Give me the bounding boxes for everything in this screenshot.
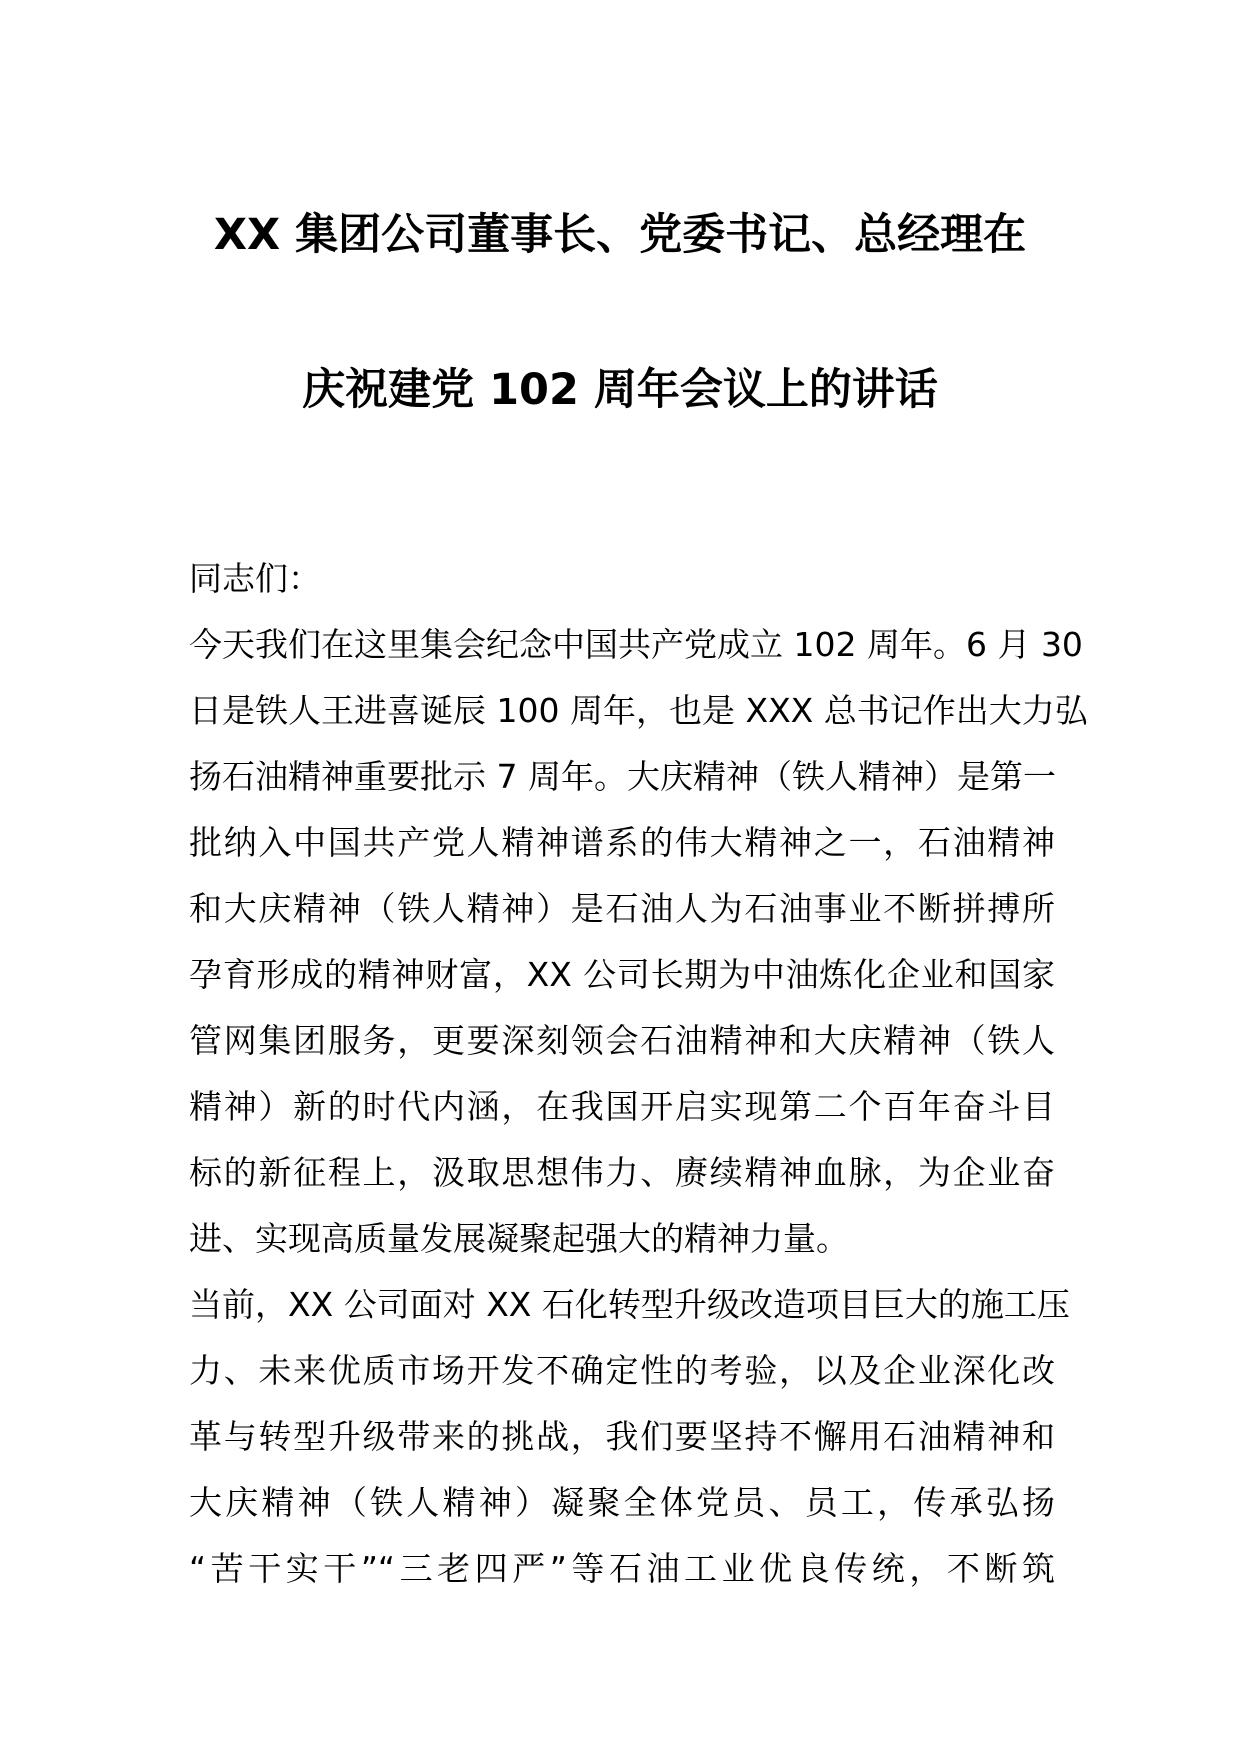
paragraph-line: 孕育形成的精神财富，XX 公司长期为中油炼化企业和国家 <box>189 955 1055 994</box>
paragraph-line: 当前，XX 公司面对 XX 石化转型升级改造项目巨大的施工压 <box>189 1285 1070 1324</box>
paragraph-line: 大庆精神（铁人精神）凝聚全体党员、员工，传承弘扬 <box>189 1483 1055 1522</box>
document-title-line-2: 庆祝建党 102 周年会议上的讲话 <box>302 365 938 415</box>
document-title-line-1: XX 集团公司董事长、党委书记、总经理在 <box>213 210 1027 260</box>
paragraph-line: 今天我们在这里集会纪念中国共产党成立 102 周年。6 月 30 <box>189 625 1083 664</box>
paragraph-line: 日是铁人王进喜诞辰 100 周年，也是 XXX 总书记作出大力弘 <box>189 691 1088 730</box>
paragraph-line: 精神）新的时代内涵，在我国开启实现第二个百年奋斗目 <box>189 1087 1055 1126</box>
salutation: 同志们： <box>189 559 321 598</box>
document-body <box>189 546 1088 1602</box>
paragraph-line: 批纳入中国共产党人精神谱系的伟大精神之一，石油精神 <box>189 823 1055 862</box>
paragraph-1 <box>189 612 1088 1272</box>
paragraph-line: “苦干实干”“三老四严”等石油工业优良传统，不断筑 <box>189 1549 1055 1588</box>
paragraph-line: 力、未来优质市场开发不确定性的考验，以及企业深化改 <box>189 1351 1055 1390</box>
paragraph-line: 标的新征程上，汲取思想伟力、赓续精神血脉，为企业奋 <box>189 1153 1055 1192</box>
paragraph-line: 扬石油精神重要批示 7 周年。大庆精神（铁人精神）是第一 <box>189 757 1056 796</box>
paragraph-line: 进、实现高质量发展凝聚起强大的精神力量。 <box>189 1219 849 1258</box>
paragraph-line: 和大庆精神（铁人精神）是石油人为石油事业不断拼搏所 <box>189 889 1055 928</box>
paragraph-line: 革与转型升级带来的挑战，我们要坚持不懈用石油精神和 <box>189 1417 1055 1456</box>
paragraph-line: 管网集团服务，更要深刻领会石油精神和大庆精神（铁人 <box>189 1021 1055 1060</box>
paragraph-2 <box>189 1272 1070 1602</box>
